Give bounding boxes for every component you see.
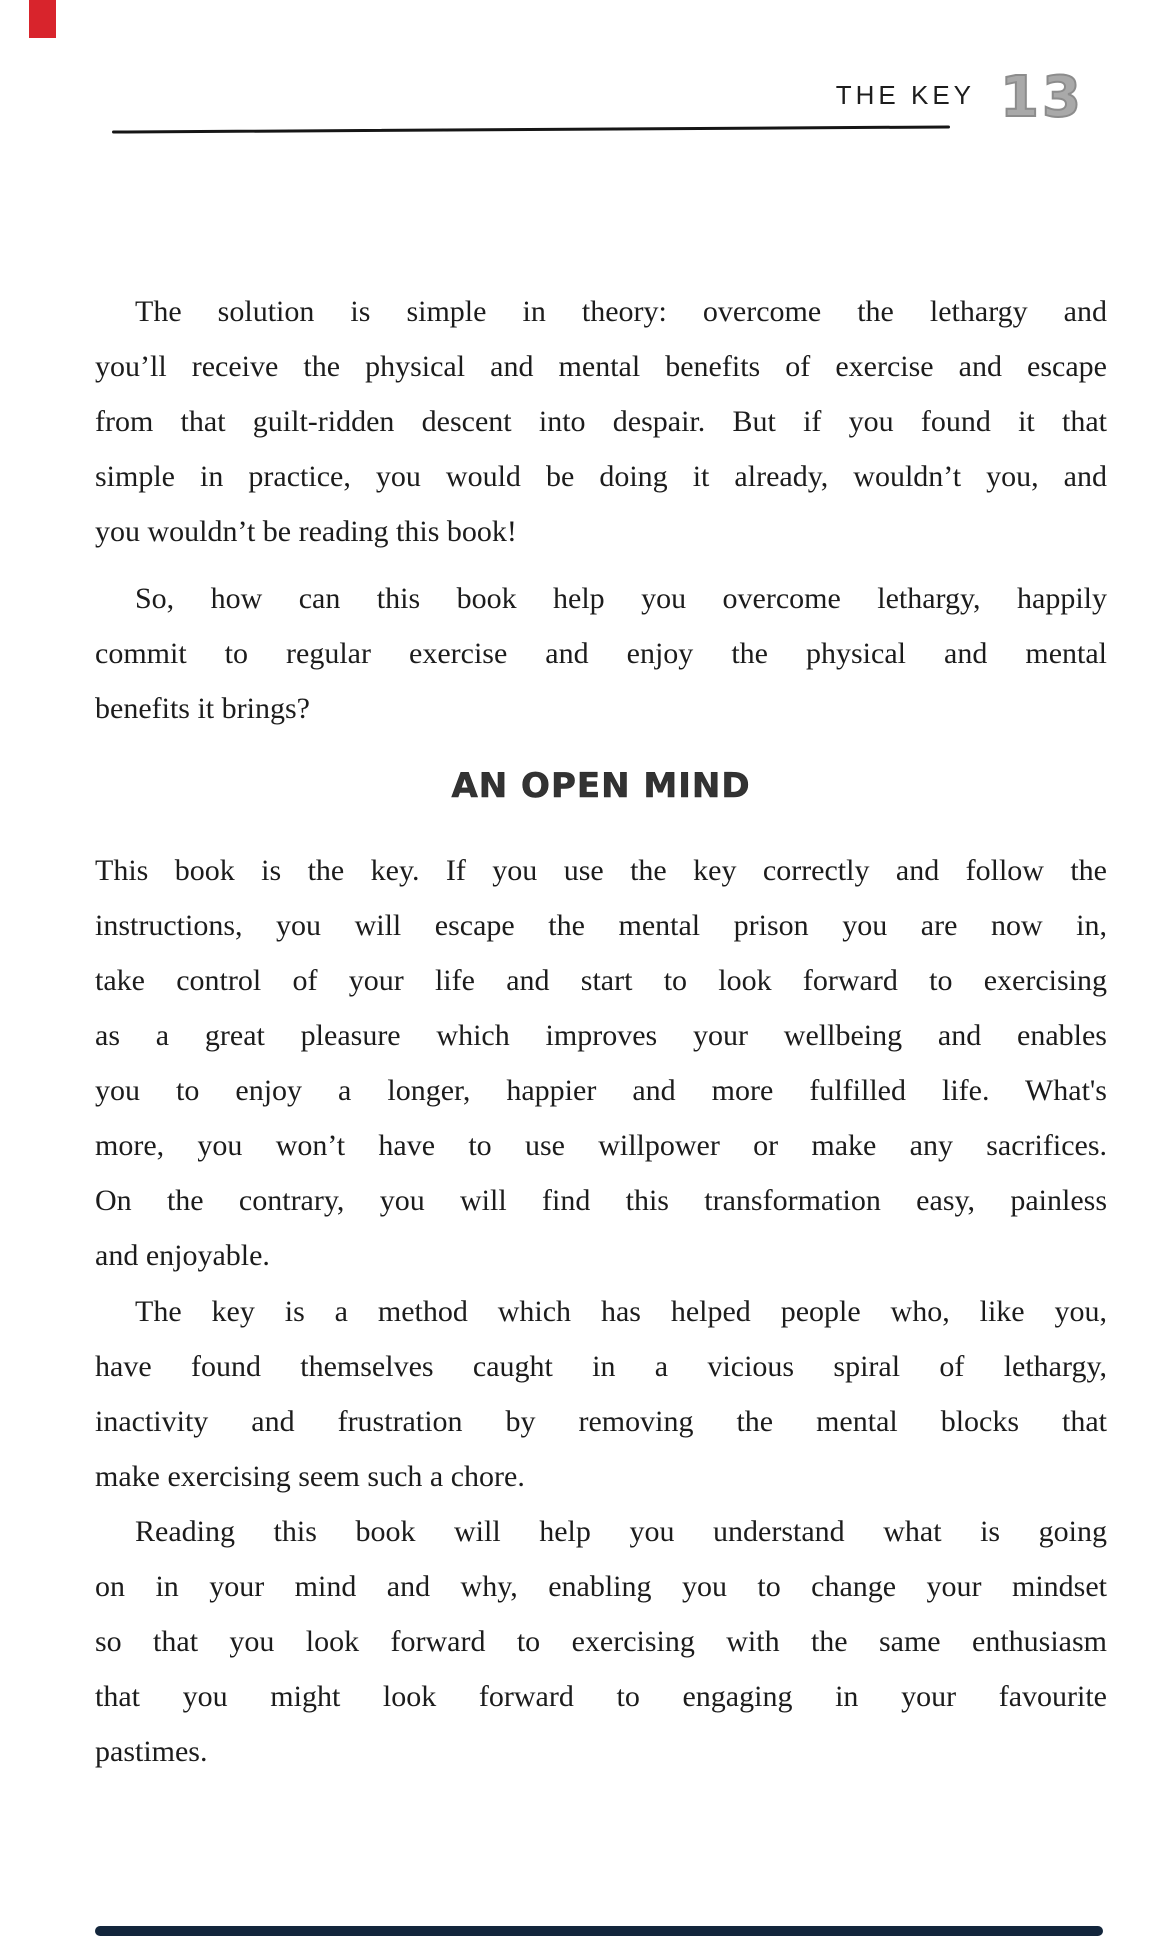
paragraph-2 — [95, 571, 1107, 736]
scan-artifact-book-edge-bar — [95, 1926, 1103, 1936]
text-line: from that guilt-ridden descent into despair. But if you found it that — [95, 405, 1107, 438]
text-line: take control of your life and start to look forward to exercising — [95, 964, 1107, 997]
text-line: have found themselves caught in a vicious spiral of lethargy, — [95, 1350, 1107, 1383]
running-head-section-title: THE KEY — [835, 80, 975, 110]
paragraph-3 — [95, 843, 1107, 1283]
text-line: as a great pleasure which improves your wellbeing and enables — [95, 1019, 1107, 1052]
text-line: you’ll receive the physical and mental benefits of exercise and escape — [95, 350, 1107, 383]
text-line: make exercising seem such a chore. — [95, 1460, 525, 1493]
text-line: This book is the key. If you use the key correctly and follow the — [95, 854, 1107, 887]
header-rule — [112, 125, 950, 133]
text-line: commit to regular exercise and enjoy the physical and mental — [95, 637, 1107, 670]
paragraph-4 — [95, 1284, 1107, 1504]
text-line: instructions, you will escape the mental prison you are now in, — [95, 909, 1107, 942]
text-line: so that you look forward to exercising with the same enthusiasm — [95, 1625, 1107, 1658]
text-line: that you might look forward to engaging in your favourite — [95, 1680, 1107, 1713]
text-line: pastimes. — [95, 1735, 208, 1768]
text-line: you to enjoy a longer, happier and more fulfilled life. What's — [95, 1074, 1107, 1107]
text-line: The key is a method which has helped people who, like you, — [135, 1295, 1107, 1328]
text-line: simple in practice, you would be doing it already, wouldn’t you, and — [95, 460, 1107, 493]
section-heading: AN OPEN MIND — [451, 766, 751, 806]
paragraph-5 — [95, 1504, 1107, 1779]
text-line: On the contrary, you will find this transformation easy, painless — [95, 1184, 1107, 1217]
text-line: So, how can this book help you overcome lethargy, happily — [135, 582, 1107, 615]
paragraph-1 — [95, 284, 1107, 559]
text-line: benefits it brings? — [95, 692, 310, 725]
scan-artifact-red-tab — [29, 0, 56, 38]
text-line: The solution is simple in theory: overcome the lethargy and — [135, 295, 1107, 328]
text-line: and enjoyable. — [95, 1239, 270, 1272]
text-line: on in your mind and why, enabling you to change your mindset — [95, 1570, 1107, 1603]
text-line: Reading this book will help you understand what is going — [135, 1515, 1107, 1548]
text-line: more, you won’t have to use willpower or make any sacrifices. — [95, 1129, 1107, 1162]
text-line: inactivity and frustration by removing the mental blocks that — [95, 1405, 1107, 1438]
text-line: you wouldn’t be reading this book! — [95, 515, 517, 548]
page-number: 13 — [1000, 65, 1084, 130]
